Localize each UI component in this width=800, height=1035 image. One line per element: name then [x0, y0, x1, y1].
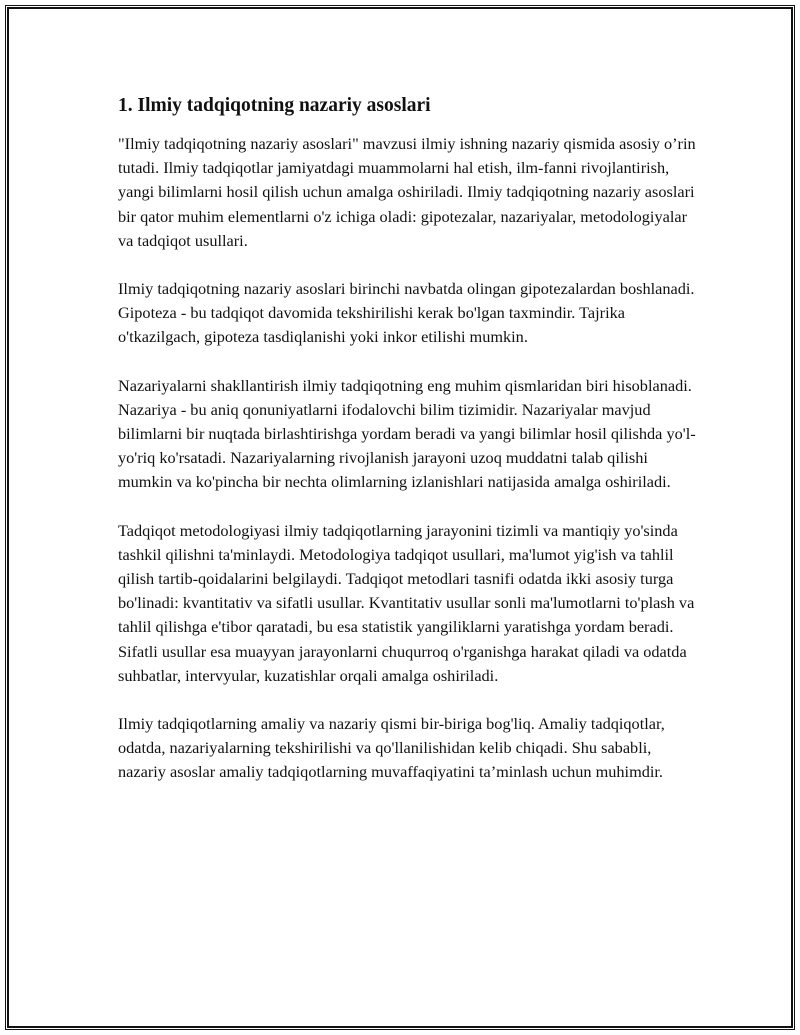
paragraph-4: Tadqiqot metodologiyasi ilmiy tadqiqotlarning jarayonini tizimli va mantiqiy yo'sinda tashkil qilishni ta'minlaydi. Metodologiya tadqiqot usullari, ma'lumot yig'ish va tahlil qilish tartib-qoidalarini belgilaydi. Tadqiqot metodlari tasnifi odatda ikki asosiy turga bo'linadi: kvantitativ va sifatli usullar. Kvantitativ usullar sonli ma'lumotlarni to'plash va tahlil qilishga e'tibor qaratadi, bu esa statistik yangiliklarni yaratishga yordam beradi. Sifatli usullar esa muayyan jarayonlarni chuqurroq o'rganishga harakat qiladi va odatda suhbatlar, intervyular, kuzatishlar orqali amalga oshiriladi.	[118, 520, 695, 685]
document-body	[118, 92, 698, 809]
section-title: 1. Ilmiy tadqiqotning nazariy asoslari	[118, 95, 431, 116]
paragraph-2: Ilmiy tadqiqotning nazariy asoslari birinchi navbatda olingan gipotezalardan boshlanadi. Gipoteza - bu tadqiqot davomida tekshirilishi kerak bo'lgan taxmindir. Tajrika o'tkazilgach, gipoteza tasdiqlanishi yoki inkor etilishi mumkin.	[118, 279, 695, 347]
paragraph-1: "Ilmiy tadqiqotning nazariy asoslari" mavzusi ilmiy ishning nazariy qismida asosiy o’rin tutadi. Ilmiy tadqiqotlar jamiyatdagi muammolarni hal etish, ilm-fanni rivojlantirish, yangi bilimlarni hosil qilish uchun amalga oshiriladi. Ilmiy tadqiqotning nazariy asoslari bir qator muhim elementlarni o'z ichiga oladi: gipotezalar, nazariyalar, metodologiyalar va tadqiqot usullari.	[118, 134, 696, 250]
paragraph-3: Nazariyalarni shakllantirish ilmiy tadqiqotning eng muhim qismlaridan biri hisoblanadi. Nazariya - bu aniq qonuniyatlarni ifodalovchi bilim tizimidir. Nazariyalar mavjud bilimlarni bir nuqtada birlashtirishga yordam beradi va yangi bilimlar hosil qilishda yo'l-yo'riq ko'rsatadi. Nazariyalarning rivojlanish jarayoni uzoq muddatni talab qilishi mumkin va ko'pincha bir nechta olimlarning izlanishlari natijasida amalga oshiriladi.	[118, 375, 696, 492]
paragraph-5: Ilmiy tadqiqotlarning amaliy va nazariy qismi bir-biriga bog'liq. Amaliy tadqiqotlar, odatda, nazariyalarning tekshirilishi va qo'llanilishidan kelib chiqadi. Shu sababli, nazariy asoslar amaliy tadqiqotlarning muvaffaqiyatini ta’minlash uchun muhimdir.	[118, 714, 665, 782]
